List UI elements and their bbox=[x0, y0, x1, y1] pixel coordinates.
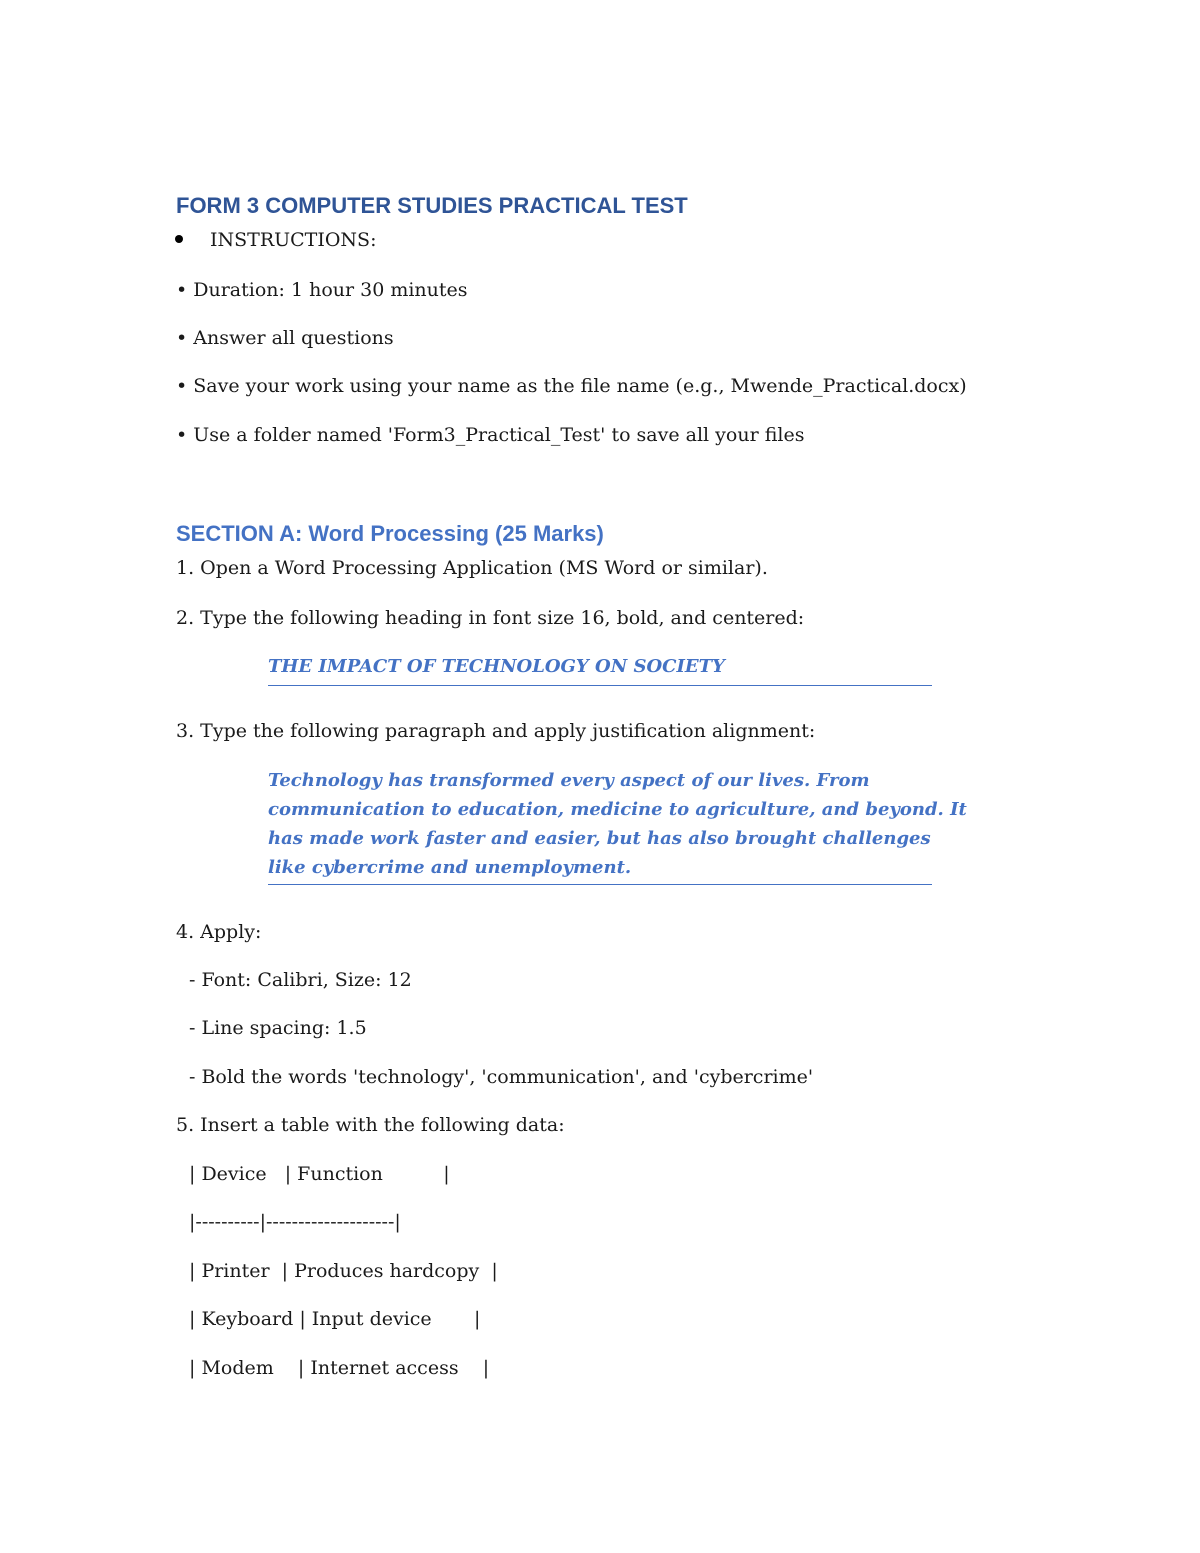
table-text-line: | Printer | Produces hardcopy | bbox=[189, 1260, 498, 1282]
table-text-line: |----------|--------------------| bbox=[189, 1211, 401, 1233]
instruction-item: • Answer all questions bbox=[176, 327, 394, 349]
heading-quote-block bbox=[268, 652, 932, 686]
instruction-item: • Duration: 1 hour 30 minutes bbox=[176, 279, 468, 301]
apply-item: - Line spacing: 1.5 bbox=[189, 1017, 367, 1039]
apply-item: - Font: Calibri, Size: 12 bbox=[189, 969, 412, 991]
paragraph-quote-line: Technology has transformed every aspect of our lives. From bbox=[268, 770, 870, 791]
paragraph-quote-line: like cybercrime and unemployment. bbox=[268, 857, 632, 878]
paragraph-quote-line: communication to education, medicine to agriculture, and beyond. It bbox=[268, 799, 967, 820]
heading-quote-text: THE IMPACT OF TECHNOLOGY ON SOCIETY bbox=[268, 656, 725, 677]
table-text-line: | Device | Function | bbox=[189, 1163, 450, 1185]
table-text-line: | Modem | Internet access | bbox=[189, 1357, 490, 1379]
document-title: FORM 3 COMPUTER STUDIES PRACTICAL TEST bbox=[176, 193, 688, 218]
question-1: 1. Open a Word Processing Application (MS Word or similar). bbox=[176, 557, 768, 579]
paragraph-quote-block bbox=[268, 766, 967, 885]
question-5: 5. Insert a table with the following data: bbox=[176, 1114, 565, 1136]
question-4: 4. Apply: bbox=[176, 921, 262, 943]
instruction-item: • Use a folder named 'Form3_Practical_Test' to save all your files bbox=[176, 424, 805, 446]
bullet-icon bbox=[175, 235, 183, 243]
paragraph-quote-line: has made work faster and easier, but has also brought challenges bbox=[268, 828, 931, 849]
question-2: 2. Type the following heading in font size 16, bold, and centered: bbox=[176, 607, 805, 629]
table-text-line: | Keyboard | Input device | bbox=[189, 1308, 481, 1330]
instruction-item: • Save your work using your name as the file name (e.g., Mwende_Practical.docx) bbox=[176, 375, 967, 397]
instructions-label: INSTRUCTIONS: bbox=[210, 229, 377, 251]
apply-item: - Bold the words 'technology', 'communication', and 'cybercrime' bbox=[189, 1066, 814, 1088]
section-a-heading: SECTION A: Word Processing (25 Marks) bbox=[176, 521, 604, 546]
question-3: 3. Type the following paragraph and apply justification alignment: bbox=[176, 720, 816, 742]
